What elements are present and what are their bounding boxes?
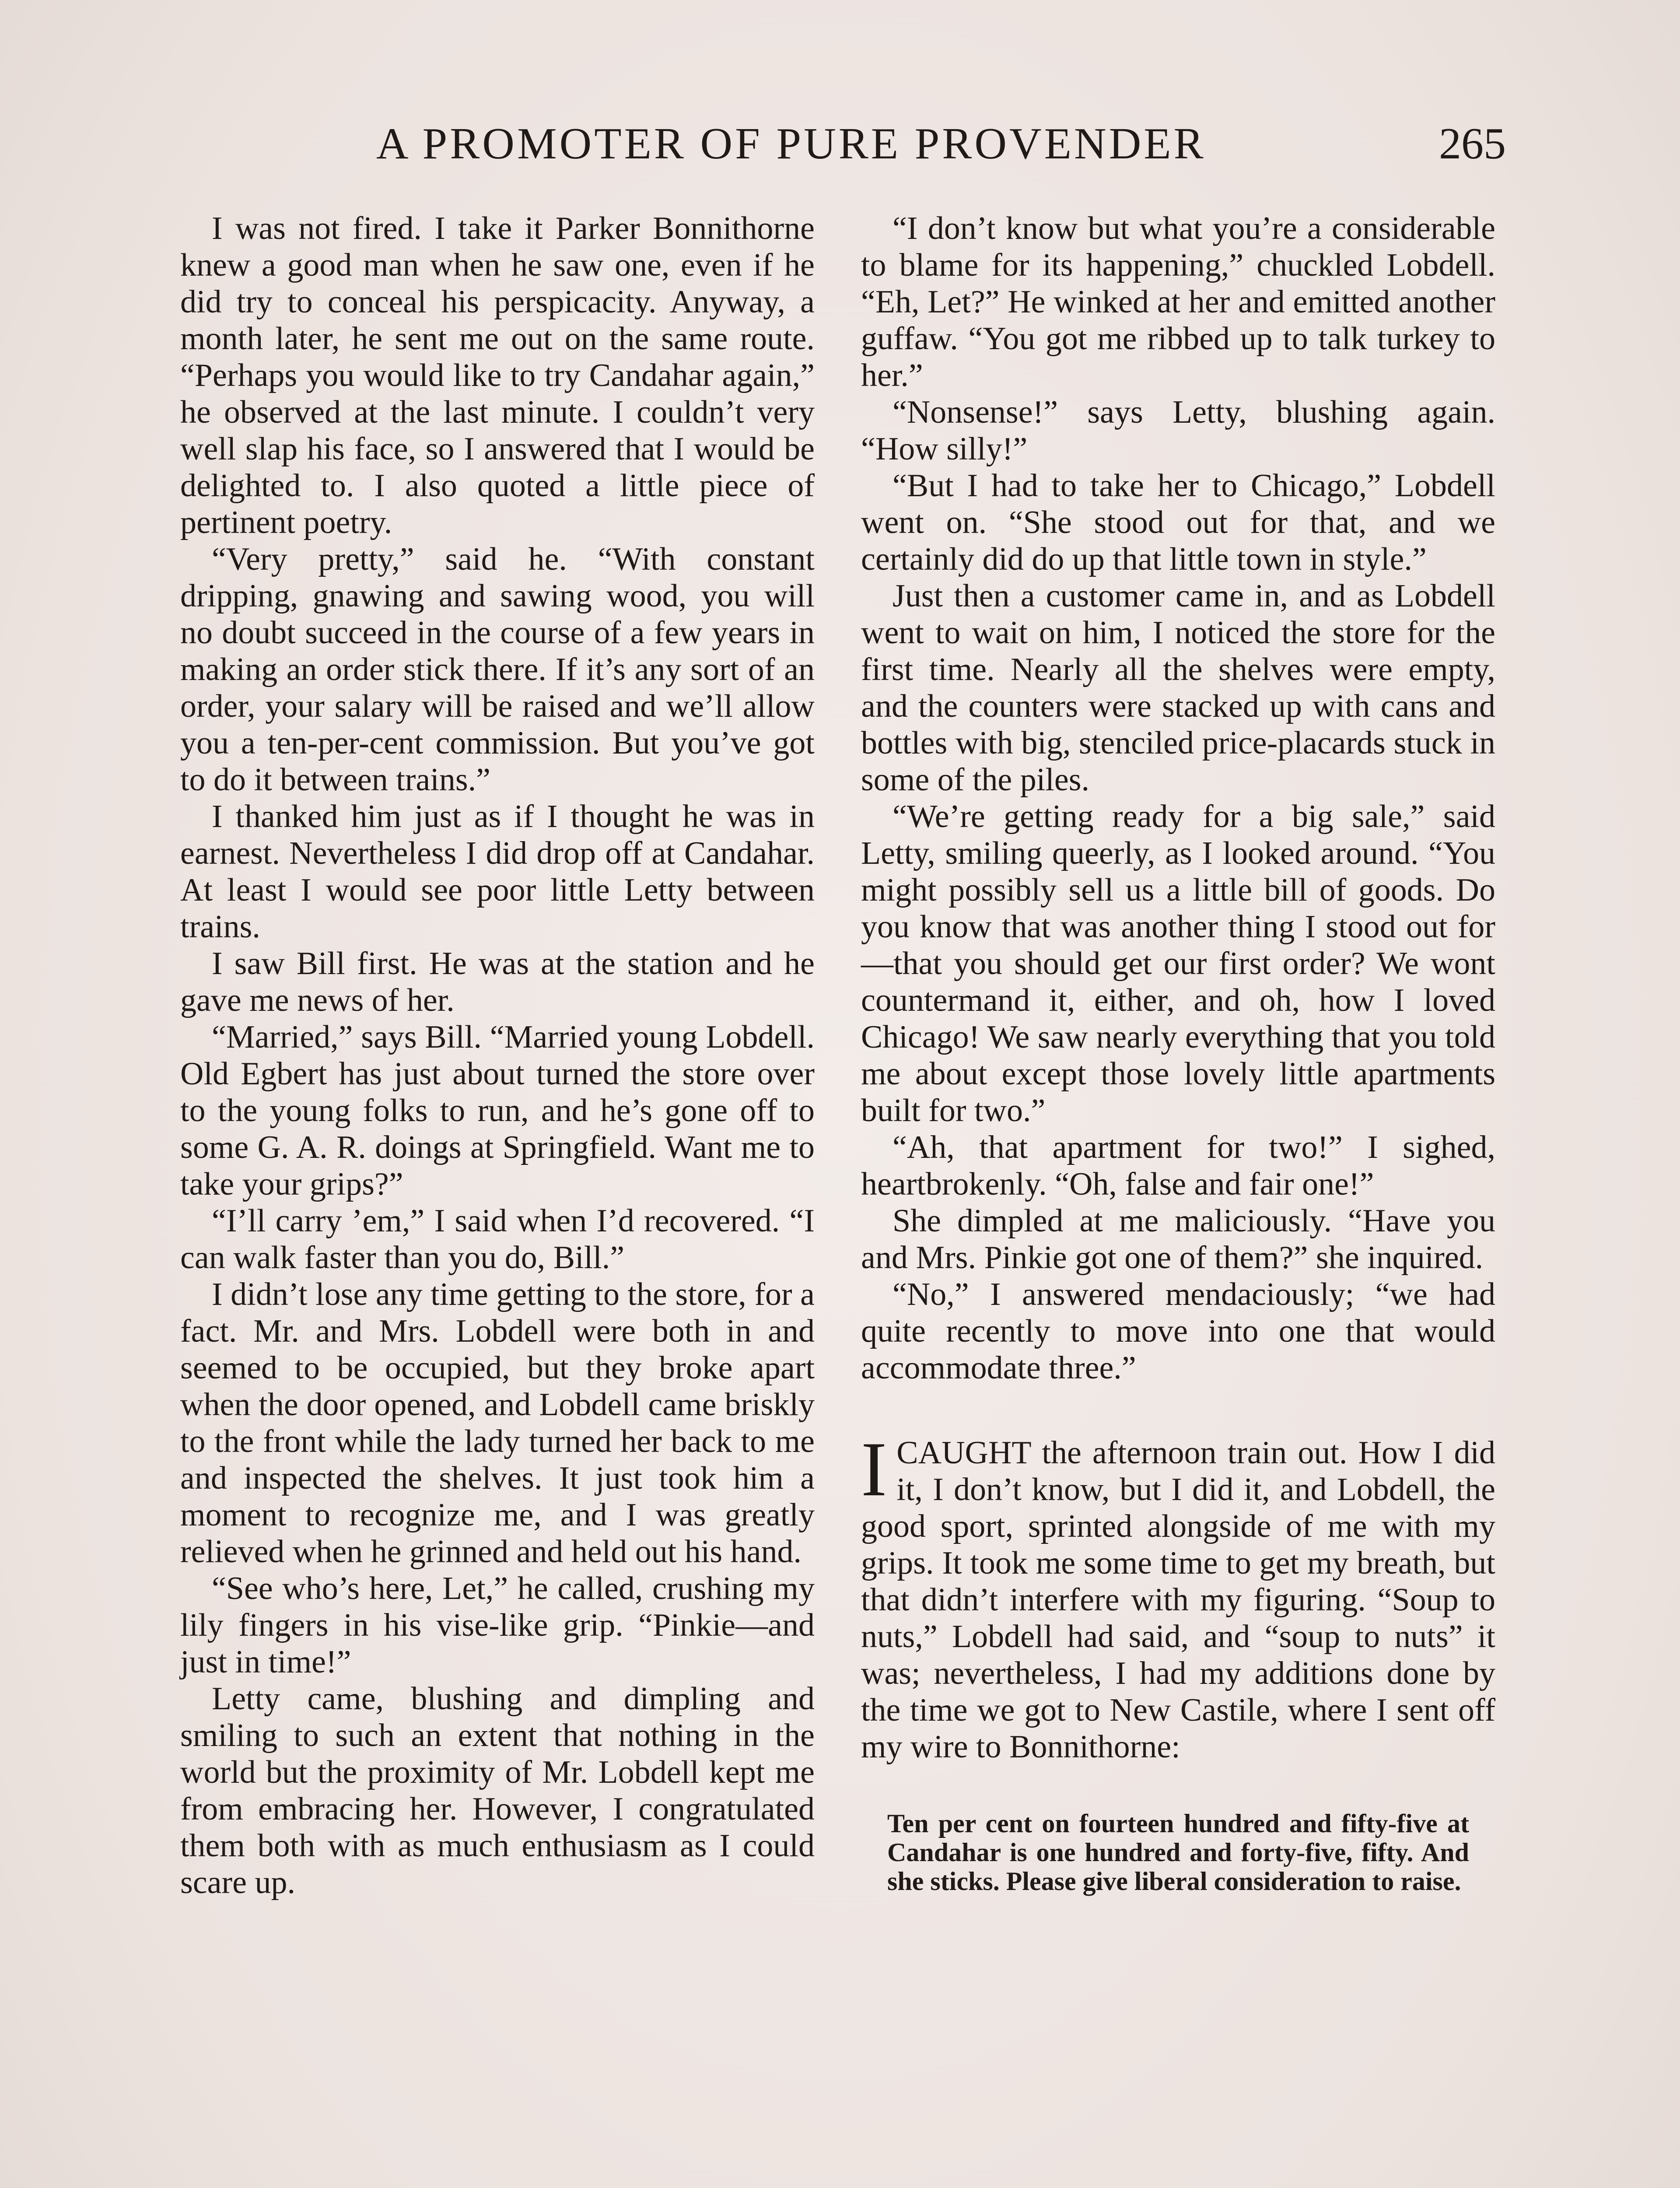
paragraph: “I’ll carry ’em,” I said when I’d recovered. “I can walk faster than you do, Bill.” xyxy=(180,1203,815,1276)
paragraph: Just then a customer came in, and as Lobdell went to wait on him, I noticed the store for the first time. Nearly all the shelves were empty, and the counters were stacked up with cans and bottles with big, stenciled price-placards stuck in some of the piles. xyxy=(861,578,1495,798)
paragraph: “See who’s here, Let,” he called, crushing my lily fingers in his vise-like grip. “Pinkie—and just in time!” xyxy=(180,1571,815,1680)
paragraph: “We’re getting ready for a big sale,” said Letty, smiling queerly, as I looked around. “You might possibly sell us a little bill of goods. Do you know that was another thing I stood out for—that you should get our first order? We wont countermand it, either, and oh, how I loved Chicago! We saw nearly everything that you told me about except those lovely little apartments built for two.” xyxy=(861,799,1495,1129)
paragraph: “But I had to take her to Chicago,” Lobdell went on. “She stood out for that, and we certainly did do up that little town in style.” xyxy=(861,468,1495,577)
paragraph: Letty came, blushing and dimpling and smiling to such an extent that nothing in the world but the proximity of Mr. Lobdell kept me from embracing her. However, I congratulated them both with as much enthusiasm as I could scare up. xyxy=(180,1681,815,1900)
paragraph: I thanked him just as if I thought he was in earnest. Nevertheless I did drop off at Candahar. At least I would see poor little Letty between trains. xyxy=(180,799,815,945)
paragraph: “I don’t know but what you’re a considerable to blame for its happening,” chuckled Lobdell. “Eh, Let?” He winked at her and emitted another guffaw. “You got me ribbed up to talk turkey to her.” xyxy=(861,210,1495,393)
paragraph: “Very pretty,” said he. “With constant dripping, gnawing and sawing wood, you will no doubt succeed in the course of a few years in making an order stick there. If it’s any sort of an order, your salary will be raised and we’ll allow you a ten-per-cent commission. But you’ve got to do it between trains.” xyxy=(180,541,815,798)
paragraph: I didn’t lose any time getting to the store, for a fact. Mr. and Mrs. Lobdell were both in and seemed to be occupied, but they broke apart when the door opened, and Lobdell came briskly to the front while the lady turned her back to me and inspected the shelves. It just took him a moment to recognize me, and I was greatly relieved when he grinned and held out his hand. xyxy=(180,1276,815,1570)
paragraph: “Married,” says Bill. “Married young Lobdell. Old Egbert has just about turned the store over to the young folks to run, and he’s gone off to some G. A. R. doings at Springfield. Want me to take your grips?” xyxy=(180,1019,815,1202)
right-column xyxy=(861,210,1495,1896)
paragraph: “Ah, that apartment for two!” I sighed, heartbrokenly. “Oh, false and fair one!” xyxy=(861,1129,1495,1202)
left-column xyxy=(180,210,815,1901)
paragraph: I was not fired. I take it Parker Bonnithorne knew a good man when he saw one, even if he did try to conceal his perspicacity. Anyway, a month later, he sent me out on the same route. “Perhaps you would like to try Candahar again,” he observed at the last minute. I couldn’t very well slap his face, so I answered that I would be delighted to. I also quoted a little piece of pertinent poetry. xyxy=(180,210,815,540)
section-paragraph xyxy=(861,1426,1495,1765)
paragraph: “Nonsense!” says Letty, blushing again. “How silly!” xyxy=(861,394,1495,467)
paragraph: I saw Bill first. He was at the station and he gave me news of her. xyxy=(180,946,815,1018)
section-text: CAUGHT the afternoon train out. How I did it, I don’t know, but I did it, and Lobdell, the good sport, sprinted alongside of me with my grips. It took me some time to get my breath, but that didn’t interfere with my figuring. “Soup to nuts,” Lobdell had said, and “soup to nuts” it was; nevertheless, I had my additions done by the time we got to New Castile, where I sent off my wire to Bonnithorne: xyxy=(861,1435,1495,1765)
paragraph: She dimpled at me maliciously. “Have you and Mrs. Pinkie got one of them?” she inquired. xyxy=(861,1203,1495,1276)
paragraph: “No,” I answered mendaciously; “we had quite recently to move into one that would accommodate three.” xyxy=(861,1276,1495,1386)
telegram-text: Ten per cent on fourteen hundred and fifty-five at Candahar is one hundred and forty-five, fifty. And she sticks. Please give liberal consideration to raise. xyxy=(887,1809,1469,1896)
drop-cap: I xyxy=(861,1426,887,1512)
page-number: 265 xyxy=(1439,119,1506,168)
running-head: A PROMOTER OF PURE PROVENDER xyxy=(376,119,1206,168)
